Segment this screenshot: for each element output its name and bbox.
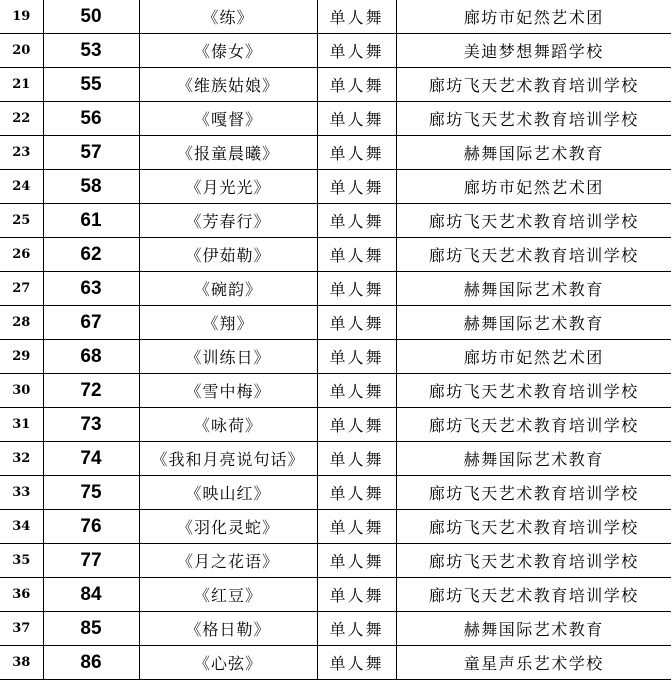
entry-number-cell: 53 [43, 34, 139, 68]
row-index-cell: 35 [0, 544, 43, 578]
dance-type-cell: 单人舞 [317, 102, 396, 136]
table-row [0, 578, 671, 612]
program-title-cell: 《我和月亮说句话》 [139, 442, 317, 476]
organization-cell: 赫舞国际艺术教育 [396, 306, 671, 340]
organization-cell: 美迪梦想舞蹈学校 [396, 34, 671, 68]
program-title-cell: 《雪中梅》 [139, 374, 317, 408]
dance-type-cell: 单人舞 [317, 510, 396, 544]
row-index-cell: 31 [0, 408, 43, 442]
entry-number-cell: 84 [43, 578, 139, 612]
table-row [0, 646, 671, 680]
dance-type-cell: 单人舞 [317, 578, 396, 612]
organization-cell: 廊坊飞天艺术教育培训学校 [396, 102, 671, 136]
table-row [0, 442, 671, 476]
row-index-cell: 25 [0, 204, 43, 238]
dance-type-cell: 单人舞 [317, 408, 396, 442]
row-index-cell: 34 [0, 510, 43, 544]
program-title-cell: 《维族姑娘》 [139, 68, 317, 102]
organization-cell: 赫舞国际艺术教育 [396, 612, 671, 646]
organization-cell: 赫舞国际艺术教育 [396, 136, 671, 170]
table-row [0, 340, 671, 374]
entry-number-cell: 85 [43, 612, 139, 646]
row-index-cell: 37 [0, 612, 43, 646]
organization-cell: 廊坊飞天艺术教育培训学校 [396, 68, 671, 102]
row-index-cell: 23 [0, 136, 43, 170]
row-index-cell: 38 [0, 646, 43, 680]
organization-cell: 赫舞国际艺术教育 [396, 442, 671, 476]
program-title-cell: 《嘎督》 [139, 102, 317, 136]
table-row [0, 136, 671, 170]
table-row [0, 544, 671, 578]
organization-cell: 廊坊飞天艺术教育培训学校 [396, 510, 671, 544]
organization-cell: 童星声乐艺术学校 [396, 646, 671, 680]
entry-number-cell: 72 [43, 374, 139, 408]
row-index-cell: 19 [0, 0, 43, 34]
entry-number-cell: 61 [43, 204, 139, 238]
table-row [0, 510, 671, 544]
entry-number-cell: 76 [43, 510, 139, 544]
dance-type-cell: 单人舞 [317, 544, 396, 578]
entry-number-cell: 55 [43, 68, 139, 102]
entry-number-cell: 86 [43, 646, 139, 680]
organization-cell: 廊坊飞天艺术教育培训学校 [396, 204, 671, 238]
organization-cell: 廊坊市妃然艺术团 [396, 170, 671, 204]
dance-type-cell: 单人舞 [317, 646, 396, 680]
program-title-cell: 《报童晨曦》 [139, 136, 317, 170]
program-title-cell: 《月光光》 [139, 170, 317, 204]
program-title-cell: 《练》 [139, 0, 317, 34]
dance-type-cell: 单人舞 [317, 238, 396, 272]
row-index-cell: 29 [0, 340, 43, 374]
row-index-cell: 21 [0, 68, 43, 102]
program-title-cell: 《格日勒》 [139, 612, 317, 646]
dance-type-cell: 单人舞 [317, 272, 396, 306]
dance-type-cell: 单人舞 [317, 34, 396, 68]
program-title-cell: 《芳春行》 [139, 204, 317, 238]
entry-number-cell: 63 [43, 272, 139, 306]
table-row [0, 170, 671, 204]
dance-type-cell: 单人舞 [317, 68, 396, 102]
program-title-cell: 《伊茹勒》 [139, 238, 317, 272]
dance-type-cell: 单人舞 [317, 136, 396, 170]
dance-type-cell: 单人舞 [317, 442, 396, 476]
program-title-cell: 《羽化灵蛇》 [139, 510, 317, 544]
row-index-cell: 24 [0, 170, 43, 204]
organization-cell: 廊坊市妃然艺术团 [396, 0, 671, 34]
program-title-cell: 《训练日》 [139, 340, 317, 374]
program-title-cell: 《咏荷》 [139, 408, 317, 442]
program-title-cell: 《红豆》 [139, 578, 317, 612]
table-row [0, 238, 671, 272]
row-index-cell: 32 [0, 442, 43, 476]
table-row [0, 374, 671, 408]
row-index-cell: 36 [0, 578, 43, 612]
entry-number-cell: 58 [43, 170, 139, 204]
program-title-cell: 《碗韵》 [139, 272, 317, 306]
dance-type-cell: 单人舞 [317, 476, 396, 510]
organization-cell: 廊坊飞天艺术教育培训学校 [396, 578, 671, 612]
table-row [0, 68, 671, 102]
dance-type-cell: 单人舞 [317, 170, 396, 204]
row-index-cell: 27 [0, 272, 43, 306]
row-index-cell: 33 [0, 476, 43, 510]
organization-cell: 廊坊飞天艺术教育培训学校 [396, 544, 671, 578]
entry-number-cell: 67 [43, 306, 139, 340]
entry-number-cell: 50 [43, 0, 139, 34]
entry-number-cell: 68 [43, 340, 139, 374]
program-title-cell: 《映山红》 [139, 476, 317, 510]
dance-type-cell: 单人舞 [317, 612, 396, 646]
row-index-cell: 28 [0, 306, 43, 340]
table-row [0, 612, 671, 646]
row-index-cell: 22 [0, 102, 43, 136]
table-row [0, 102, 671, 136]
organization-cell: 廊坊飞天艺术教育培训学校 [396, 476, 671, 510]
entry-number-cell: 74 [43, 442, 139, 476]
table-row [0, 408, 671, 442]
row-index-cell: 30 [0, 374, 43, 408]
dance-type-cell: 单人舞 [317, 306, 396, 340]
dance-type-cell: 单人舞 [317, 340, 396, 374]
table-row [0, 34, 671, 68]
table-row [0, 272, 671, 306]
program-title-cell: 《傣女》 [139, 34, 317, 68]
organization-cell: 廊坊飞天艺术教育培训学校 [396, 408, 671, 442]
program-title-cell: 《月之花语》 [139, 544, 317, 578]
row-index-cell: 26 [0, 238, 43, 272]
table-row [0, 0, 671, 34]
table-row [0, 476, 671, 510]
entry-number-cell: 62 [43, 238, 139, 272]
organization-cell: 廊坊飞天艺术教育培训学校 [396, 238, 671, 272]
organization-cell: 廊坊市妃然艺术团 [396, 340, 671, 374]
entry-number-cell: 73 [43, 408, 139, 442]
row-index-cell: 20 [0, 34, 43, 68]
table-row [0, 204, 671, 238]
table-row [0, 306, 671, 340]
program-title-cell: 《翔》 [139, 306, 317, 340]
dance-type-cell: 单人舞 [317, 0, 396, 34]
entry-number-cell: 77 [43, 544, 139, 578]
entry-number-cell: 75 [43, 476, 139, 510]
dance-type-cell: 单人舞 [317, 204, 396, 238]
program-title-cell: 《心弦》 [139, 646, 317, 680]
entry-number-cell: 56 [43, 102, 139, 136]
organization-cell: 廊坊飞天艺术教育培训学校 [396, 374, 671, 408]
entry-number-cell: 57 [43, 136, 139, 170]
dance-type-cell: 单人舞 [317, 374, 396, 408]
organization-cell: 赫舞国际艺术教育 [396, 272, 671, 306]
